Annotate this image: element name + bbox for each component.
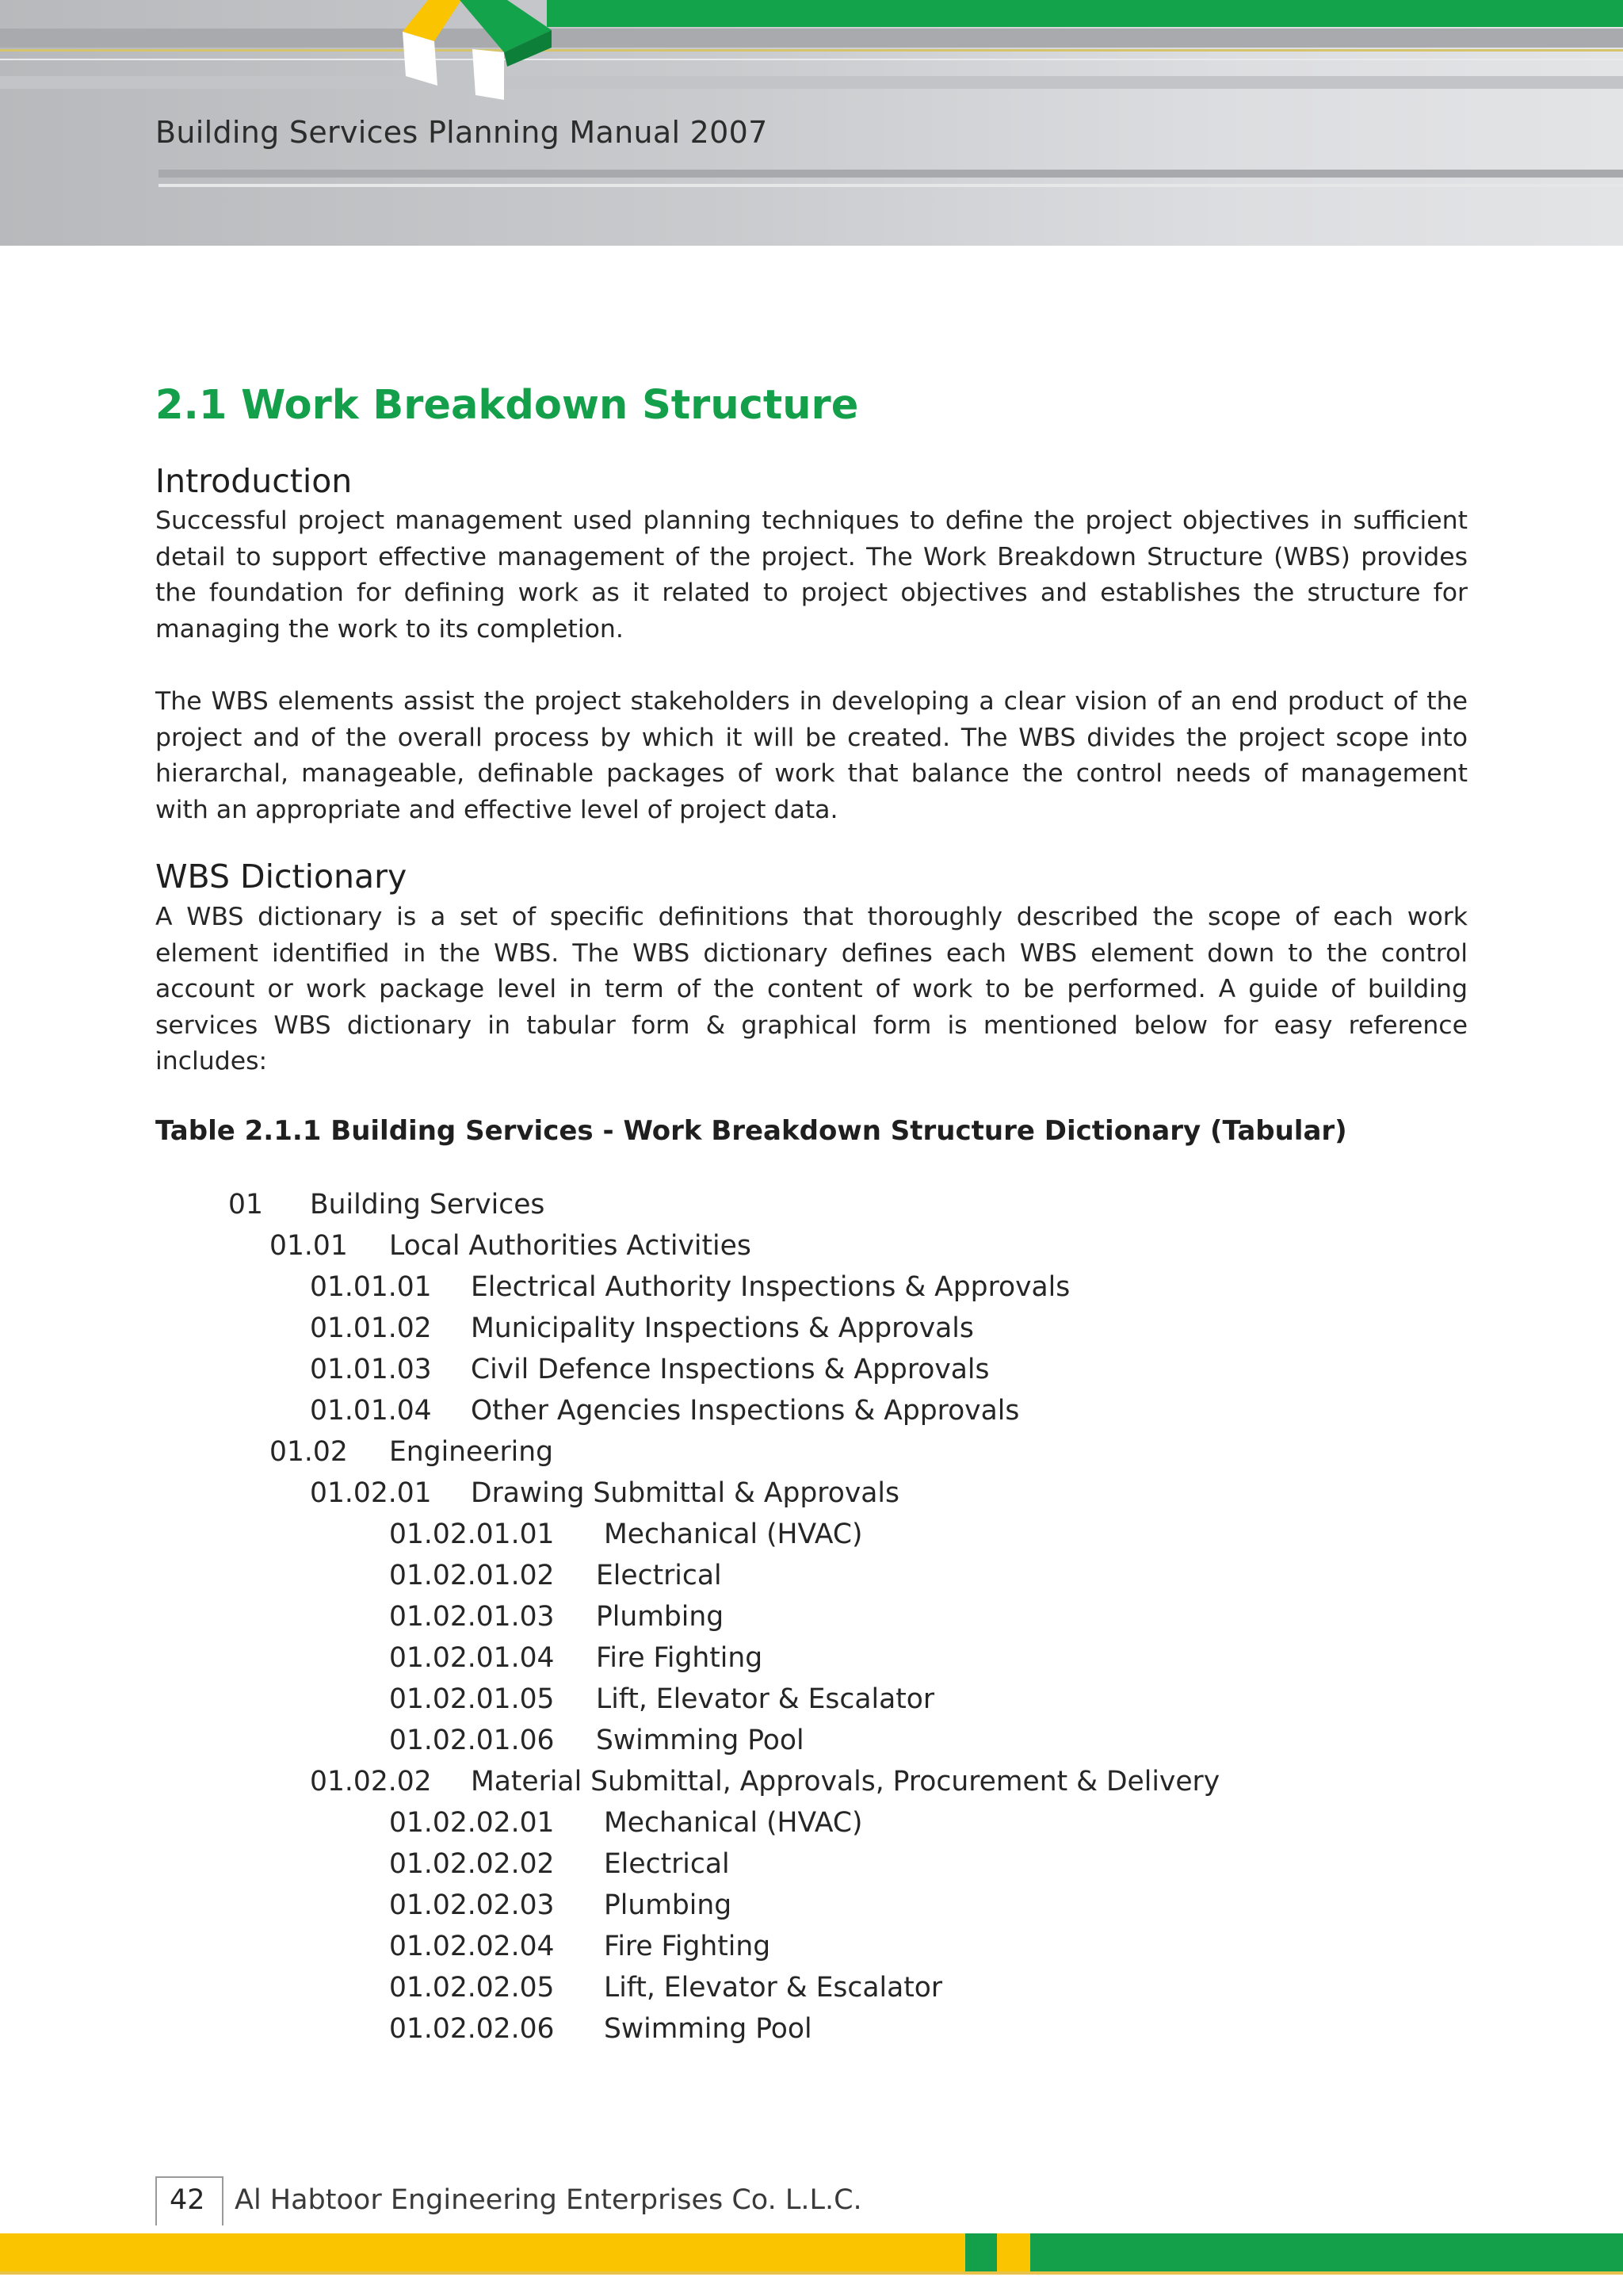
header-underline <box>158 170 1623 178</box>
wbs-label: Mechanical (HVAC) <box>604 1519 863 1550</box>
header-underline-light <box>158 184 1623 187</box>
wbs-code: 01.02.02.03 <box>389 1889 555 1921</box>
wbs-label: Building Services <box>310 1189 545 1221</box>
wbs-code: 01.02.02.06 <box>389 2013 555 2045</box>
wbs-code: 01.02.02 <box>310 1766 432 1797</box>
wbs-code: 01.01.04 <box>310 1395 432 1427</box>
wbs-code: 01 <box>228 1189 263 1221</box>
wbs-code: 01.02.02.02 <box>389 1848 555 1880</box>
wbs-code: 01.02.02.04 <box>389 1931 555 1962</box>
wbs-code: 01.02.01.02 <box>389 1560 555 1591</box>
footer-green-block <box>965 2233 997 2271</box>
wbs-code: 01.02.01.01 <box>389 1519 555 1550</box>
wbs-label: Fire Fighting <box>596 1642 763 1674</box>
wbs-code: 01.01.01 <box>310 1271 432 1303</box>
wbs-label: Plumbing <box>604 1889 732 1921</box>
footer-bottom-line <box>0 2271 1623 2275</box>
wbs-code: 01.02.02.01 <box>389 1807 555 1839</box>
header-ribbon-graphic <box>0 0 1623 111</box>
wbs-label: Mechanical (HVAC) <box>604 1807 863 1839</box>
section-title: 2.1 Work Breakdown Structure <box>155 382 859 429</box>
introduction-heading: Introduction <box>155 462 353 500</box>
wbs-dictionary-paragraph: A WBS dictionary is a set of specific definitions that thoroughly described the scope of each work element identified in the WBS. The WBS dictionary defines each WBS element down to the control account or work package level in term of the content of work to be performed. A guide of building services WBS dictionary in tabular form & graphical form is mentioned below for easy reference includes: <box>155 903 1468 1075</box>
page-number: 42 <box>170 2184 205 2216</box>
wbs-label: Electrical <box>604 1848 730 1880</box>
wbs-label: Plumbing <box>596 1601 724 1633</box>
wbs-label: Electrical Authority Inspections & Approvals <box>471 1271 1071 1303</box>
wbs-code: 01.02 <box>269 1436 348 1468</box>
page-header <box>0 0 1623 246</box>
wbs-code: 01.02.01.06 <box>389 1725 555 1756</box>
wbs-code: 01.02.01.03 <box>389 1601 555 1633</box>
wbs-label: Material Submittal, Approvals, Procurement & Delivery <box>471 1766 1220 1797</box>
wbs-code: 01.02.01.05 <box>389 1683 555 1715</box>
wbs-label: Swimming Pool <box>596 1725 804 1756</box>
wbs-code: 01.02.01 <box>310 1477 432 1509</box>
footer-green-bar <box>1030 2233 1623 2271</box>
wbs-code: 01.01.02 <box>310 1312 432 1344</box>
wbs-label: Electrical <box>596 1560 722 1591</box>
wbs-label: Engineering <box>389 1436 553 1468</box>
table-caption: Table 2.1.1 Building Services - Work Breakdown Structure Dictionary (Tabular) <box>155 1115 1347 1147</box>
wbs-code: 01.02.01.04 <box>389 1642 555 1674</box>
wbs-label: Municipality Inspections & Approvals <box>471 1312 974 1344</box>
wbs-code: 01.01.03 <box>310 1354 432 1385</box>
wbs-label: Lift, Elevator & Escalator <box>596 1683 935 1715</box>
introduction-paragraph-1: Successful project management used planning techniques to define the project objectives in sufficient detail to support effective management of the project. The Work Breakdown Structure (WBS) provides the foundation for defining work as it related to project objectives and establishes the structure for managing the work to its completion. <box>155 506 1468 644</box>
wbs-label: Swimming Pool <box>604 2013 812 2045</box>
wbs-label: Other Agencies Inspections & Approvals <box>471 1395 1020 1427</box>
wbs-label: Local Authorities Activities <box>389 1230 751 1262</box>
wbs-label: Civil Defence Inspections & Approvals <box>471 1354 990 1385</box>
wbs-label: Lift, Elevator & Escalator <box>604 1972 943 2004</box>
wbs-code: 01.01 <box>269 1230 348 1262</box>
introduction-paragraph-2: The WBS elements assist the project stakeholders in developing a clear vision of an end product of the project and of the overall process by which it will be created. The WBS divides the project scope into hierarchal, manageable, definable packages of work that balance the control needs of management with an appropriate and effective level of project data. <box>155 687 1468 824</box>
manual-title: Building Services Planning Manual 2007 <box>155 115 768 150</box>
wbs-label: Drawing Submittal & Approvals <box>471 1477 899 1509</box>
wbs-label: Fire Fighting <box>604 1931 771 1962</box>
wbs-code: 01.02.02.05 <box>389 1972 555 2004</box>
wbs-dictionary-heading: WBS Dictionary <box>155 858 407 896</box>
company-name: Al Habtoor Engineering Enterprises Co. L.L.C. <box>235 2184 862 2216</box>
